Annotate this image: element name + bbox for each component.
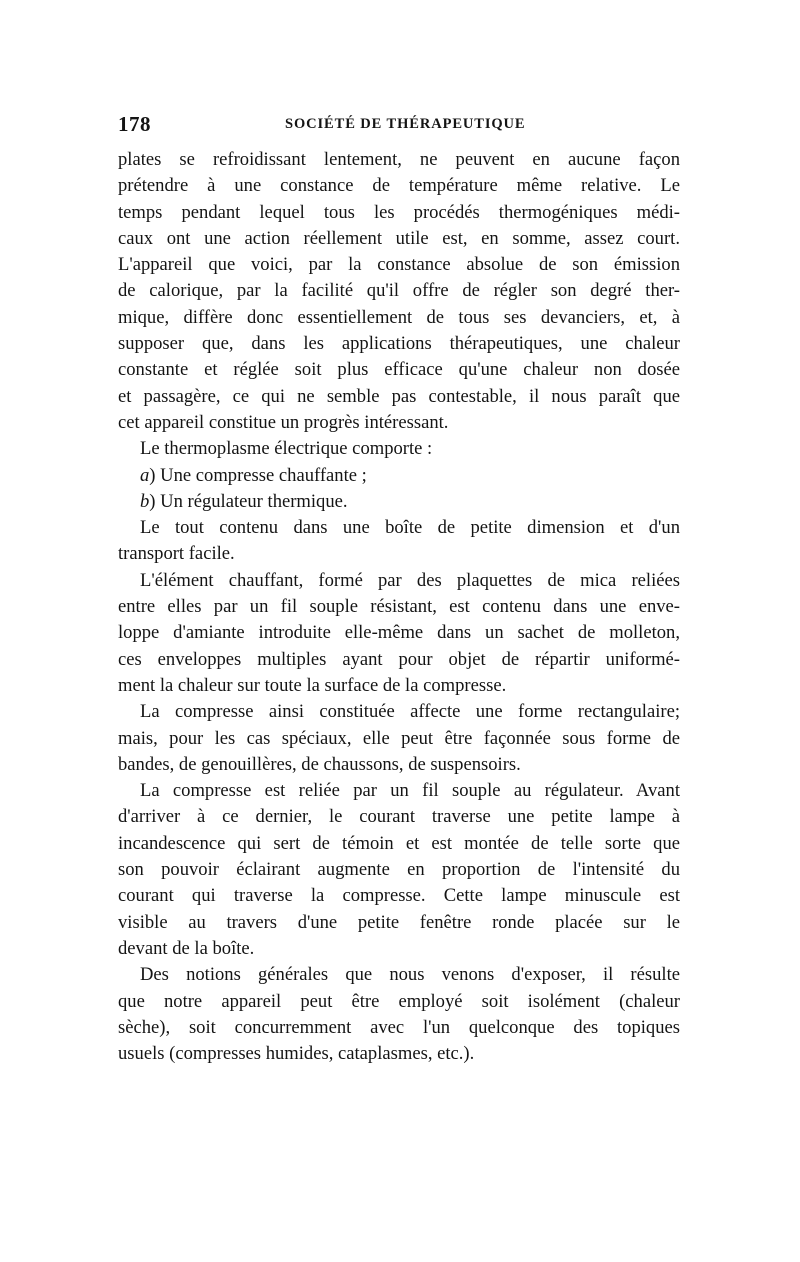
text-line: caux ont une action réellement utile est, en somme, assez court. xyxy=(118,227,680,249)
text-line: de calorique, par la facilité qu'il offre de régler son degré ther- xyxy=(118,280,680,302)
text-line: et passagère, ce qui ne semble pas contestable, il nous paraît que xyxy=(118,385,680,407)
text-line: La compresse ainsi constituée affecte une forme rectangulaire; xyxy=(140,701,680,723)
text-line: La compresse est reliée par un fil souple au régulateur. Avant xyxy=(140,780,680,802)
text-line: bandes, de genouillères, de chaussons, de suspensoirs. xyxy=(118,753,521,775)
text-line: d'arriver à ce dernier, le courant traverse une petite lampe à xyxy=(118,806,680,828)
text-line: plates se refroidissant lentement, ne peuvent en aucune façon xyxy=(118,149,680,170)
text-line: Le tout contenu dans une boîte de petite dimension et d'un xyxy=(140,517,680,539)
text-line: Des notions générales que nous venons d'exposer, il résulte xyxy=(140,964,680,986)
text-line: que notre appareil peut être employé soit isolément (chaleur xyxy=(118,990,680,1012)
text-line: temps pendant lequel tous les procédés thermogéniques médi- xyxy=(118,201,680,223)
text-line: son pouvoir éclairant augmente en proportion de l'intensité du xyxy=(118,859,680,881)
text-line: L'appareil que voici, par la constance absolue de son émission xyxy=(118,254,680,276)
text-line: ces enveloppes multiples ayant pour objet de répartir uniformé- xyxy=(118,648,680,670)
text-line: mais, pour les cas spéciaux, elle peut être façonnée sous forme de xyxy=(118,727,680,749)
text-line: loppe d'amiante introduite elle-même dans un sachet de molleton, xyxy=(118,622,680,644)
text-line: mique, diffère donc essentiellement de tous ses devanciers, et, à xyxy=(118,306,680,328)
text-line: usuels (compresses humides, cataplasmes, etc.). xyxy=(118,1043,475,1065)
text-line: b) Un régulateur thermique. xyxy=(140,490,348,512)
running-head xyxy=(118,112,680,140)
text-line: Le thermoplasme électrique comporte : xyxy=(140,438,433,460)
running-title: SOCIÉTÉ DE THÉRAPEUTIQUE xyxy=(285,116,526,132)
text-line: courant qui traverse la compresse. Cette lampe minuscule est xyxy=(118,885,680,907)
text-line: incandescence qui sert de témoin et est montée de telle sorte que xyxy=(118,832,680,854)
text-line: entre elles par un fil souple résistant, est contenu dans une enve- xyxy=(118,596,680,618)
text-line: a) Une compresse chauffante ; xyxy=(140,464,367,486)
text-line: prétendre à une constance de température même relative. Le xyxy=(118,175,680,197)
page-number: 178 xyxy=(118,112,151,136)
text-line: cet appareil constitue un progrès intéressant. xyxy=(118,411,449,433)
text-line: sèche), soit concurremment avec l'un quelconque des topiques xyxy=(118,1016,680,1038)
text-line: transport facile. xyxy=(118,543,235,565)
body-text xyxy=(118,147,680,1067)
text-line: L'élément chauffant, formé par des plaquettes de mica reliées xyxy=(140,569,680,591)
text-line: ment la chaleur sur toute la surface de la compresse. xyxy=(118,674,507,696)
text-line: supposer que, dans les applications thérapeutiques, une chaleur xyxy=(118,333,680,355)
text-line: visible au travers d'une petite fenêtre ronde placée sur le xyxy=(118,911,680,933)
text-line: devant de la boîte. xyxy=(118,937,255,959)
text-line: constante et réglée soit plus efficace qu'une chaleur non dosée xyxy=(118,359,680,381)
